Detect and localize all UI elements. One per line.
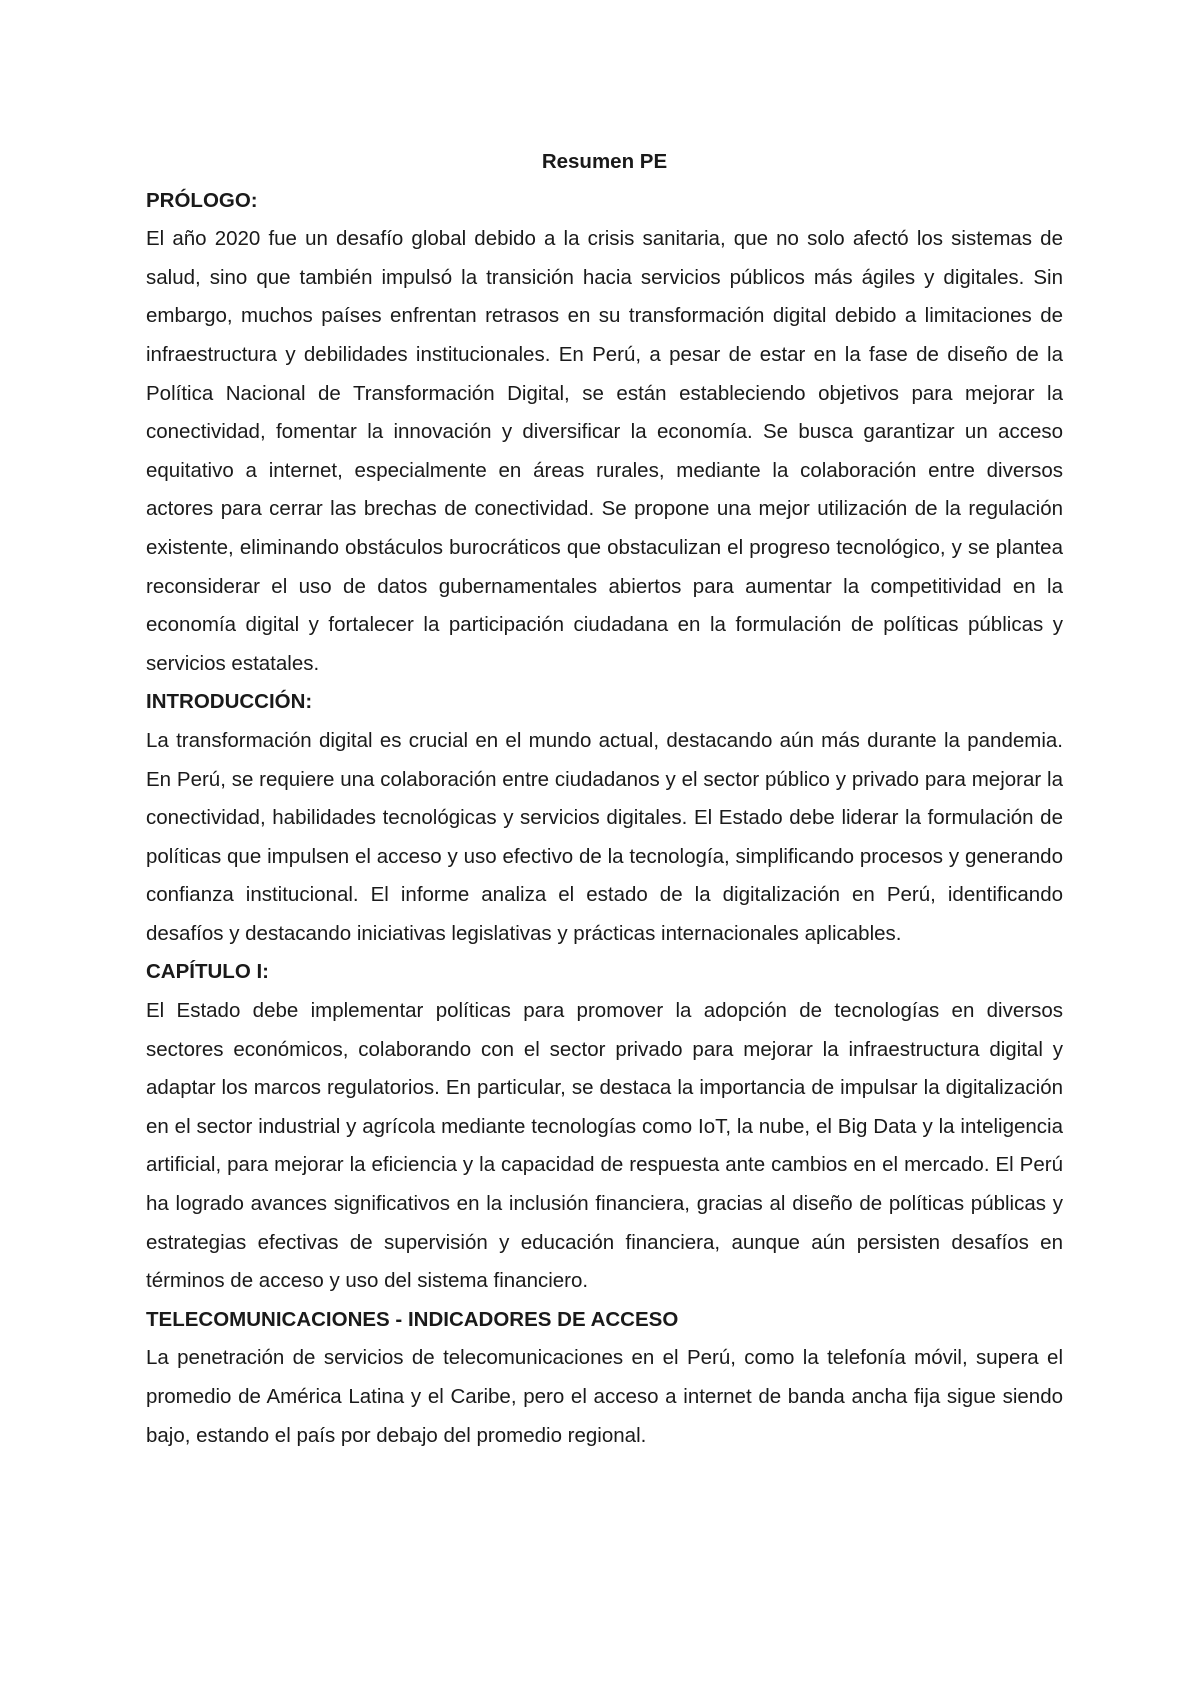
- section-body-prologo: El año 2020 fue un desafío global debido a la crisis sanitaria, que no solo afectó los sistemas de salud, sino que también impulsó la transición hacia servicios públicos más ágiles y digitales. Sin embargo, muchos países enfrentan retrasos en su transformación digital debido a limitaciones de infraestructura y debilidades institucionales. En Perú, a pesar de estar en la fase de diseño de la Política Nacional de Transformación Digital, se están estableciendo objetivos para mejorar la conectividad, fomentar la innovación y diversificar la economía. Se busca garantizar un acceso equitativo a internet, especialmente en áreas rurales, mediante la colaboración entre diversos actores para cerrar las brechas de conectividad. Se propone una mejor utilización de la regulación existente, eliminando obstáculos burocráticos que obstaculizan el progreso tecnológico, y se plantea reconsiderar el uso de datos gubernamentales abiertos para aumentar la competitividad en la economía digital y fortalecer la participación ciudadana en la formulación de políticas públicas y servicios estatales.: [146, 227, 1063, 675]
- section-heading-introduccion: INTRODUCCIÓN:: [146, 690, 313, 714]
- section-heading-prologo: PRÓLOGO:: [146, 188, 258, 212]
- section-body-capitulo-1: El Estado debe implementar políticas para promover la adopción de tecnologías en diversos sectores económicos, colaborando con el sector privado para mejorar la infraestructura digital y adaptar los marcos regulatorios. En particular, se destaca la importancia de impulsar la digitalización en el sector industrial y agrícola mediante tecnologías como IoT, la nube, el Big Data y la inteligencia artificial, para mejorar la eficiencia y la capacidad de respuesta ante cambios en el mercado. El Perú ha logrado avances significativos en la inclusión financiera, gracias al diseño de políticas públicas y estrategias efectivas de supervisión y educación financiera, aunque aún persisten desafíos en términos de acceso y uso del sistema financiero.: [146, 999, 1063, 1293]
- document-title: Resumen PE: [541, 150, 668, 173]
- section-body-introduccion: La transformación digital es crucial en el mundo actual, destacando aún más durante la pandemia. En Perú, se requiere una colaboración entre ciudadanos y el sector público y privado para mejorar la conectividad, habilidades tecnológicas y servicios digitales. El Estado debe liderar la formulación de políticas que impulsen el acceso y uso efectivo de la tecnología, simplificando procesos y generando confianza institucional. El informe analiza el estado de la digitalización en Perú, identificando desafíos y destacando iniciativas legislativas y prácticas internacionales aplicables.: [146, 728, 1063, 945]
- section-heading-telecomunicaciones: TELECOMUNICACIONES - INDICADORES DE ACCESO: [146, 1307, 679, 1331]
- section-heading-capitulo-1: CAPÍTULO I:: [146, 960, 269, 984]
- document-content: [146, 143, 1063, 1455]
- section-body-telecomunicaciones: La penetración de servicios de telecomunicaciones en el Perú, como la telefonía móvil, supera el promedio de América Latina y el Caribe, pero el acceso a internet de banda ancha fija sigue siendo bajo, estando el país por debajo del promedio regional.: [146, 1346, 1063, 1447]
